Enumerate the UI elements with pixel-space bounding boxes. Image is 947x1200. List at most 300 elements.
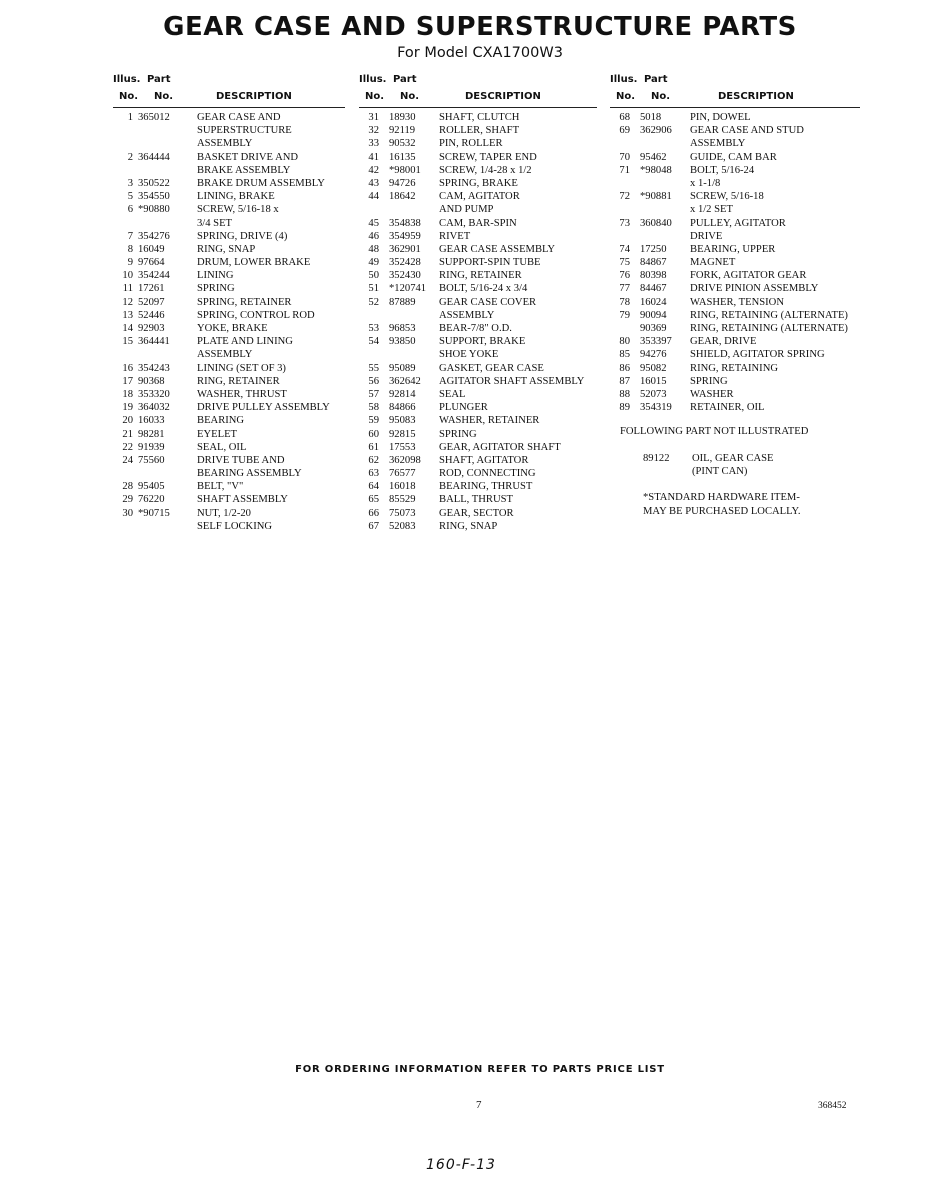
parts-row	[610, 203, 860, 216]
illus-number: 76	[619, 270, 630, 282]
model-subtitle: For Model CXA1700W3	[397, 45, 563, 61]
part-number: 365012	[138, 112, 170, 123]
parts-row	[113, 164, 345, 177]
parts-row	[610, 190, 860, 203]
handwritten-code: 160-F-13	[426, 1157, 496, 1173]
parts-row	[359, 493, 597, 506]
illus-number: 57	[368, 388, 379, 400]
part-description: SHAFT, AGITATOR	[439, 454, 529, 466]
part-number: 92903	[138, 323, 165, 334]
part-description: GEAR, AGITATOR SHAFT	[439, 441, 561, 453]
part-description: ROLLER, SHAFT	[439, 125, 520, 137]
part-description: PIN, DOWEL	[690, 112, 751, 123]
part-description: SUPERSTRUCTURE	[197, 125, 292, 137]
part-number: 353320	[138, 388, 170, 400]
part-description: SPRING, DRIVE (4)	[197, 230, 288, 242]
part-description: GEAR CASE AND	[197, 112, 281, 123]
part-number: 362098	[389, 454, 421, 466]
part-number: 16018	[389, 481, 416, 493]
illus-number: 79	[619, 309, 630, 321]
parts-row	[113, 269, 345, 282]
illus-number: 16	[122, 362, 133, 374]
header-illus: Illus.	[113, 74, 141, 85]
part-number: 17261	[138, 283, 165, 295]
parts-row	[610, 217, 860, 230]
illus-number: 63	[368, 468, 379, 480]
part-description: RING, RETAINING	[690, 362, 779, 374]
part-number: *90715	[138, 507, 170, 519]
part-description: SCREW, TAPER END	[439, 151, 537, 163]
parts-row	[359, 269, 597, 282]
parts-row	[359, 296, 597, 309]
illus-number: 77	[619, 283, 630, 295]
parts-row	[610, 348, 860, 361]
part-number: 52073	[640, 388, 667, 400]
parts-column-2	[359, 74, 597, 533]
parts-row	[113, 230, 345, 243]
illus-number: 15	[122, 336, 133, 348]
part-description: SEAL, OIL	[197, 441, 247, 453]
part-number: 352428	[389, 257, 421, 269]
header-illus-no: No.	[365, 91, 385, 102]
illus-number: 19	[122, 402, 133, 414]
illus-number: 41	[368, 151, 379, 163]
part-number: 97664	[138, 257, 165, 269]
part-number: 84467	[640, 283, 667, 295]
part-description: DRUM, LOWER BRAKE	[197, 257, 311, 269]
parts-row	[113, 414, 345, 427]
parts-row	[113, 520, 345, 533]
illus-number: 13	[122, 309, 133, 321]
parts-row	[359, 309, 597, 322]
illus-number: 12	[122, 296, 133, 308]
illus-number: 10	[122, 270, 133, 282]
part-number: 52097	[138, 296, 165, 308]
illus-number: 46	[368, 230, 379, 242]
parts-row	[359, 217, 597, 230]
part-number: 350522	[138, 177, 170, 189]
parts-row	[113, 507, 345, 520]
part-description: WASHER, THRUST	[197, 388, 287, 400]
parts-row	[359, 401, 597, 414]
illus-number: 71	[619, 164, 630, 176]
part-description: EYELET	[197, 428, 238, 440]
parts-row	[359, 137, 597, 150]
illus-number: 24	[122, 454, 133, 466]
illus-number: 22	[122, 441, 133, 453]
part-number: 16024	[640, 296, 667, 308]
illus-number: 5	[127, 191, 133, 203]
illus-number: 20	[122, 415, 133, 427]
part-number: 354244	[138, 270, 170, 282]
illus-number: 88	[619, 388, 630, 400]
parts-row	[113, 296, 345, 309]
part-description: CAM, AGITATOR	[439, 191, 520, 203]
part-description: DRIVE PINION ASSEMBLY	[690, 283, 819, 295]
illus-number: 55	[368, 362, 379, 374]
part-description: GEAR, DRIVE	[690, 336, 757, 348]
illus-number: 42	[368, 164, 379, 176]
illus-number: 33	[368, 138, 379, 150]
part-number: 360840	[640, 217, 672, 229]
part-number: 94726	[389, 177, 416, 189]
part-description: RING, SNAP	[197, 243, 256, 255]
part-number: 94276	[640, 349, 667, 361]
header-part-no: No.	[154, 91, 174, 102]
part-number: 354319	[640, 402, 672, 414]
part-number: 52083	[389, 520, 416, 532]
parts-row	[113, 493, 345, 506]
illus-number: 66	[368, 507, 379, 519]
part-description: RING, RETAINER	[197, 375, 280, 387]
part-description: SCREW, 5/16-18 x	[197, 204, 279, 216]
parts-row	[113, 151, 345, 164]
illus-number: 45	[368, 217, 379, 229]
parts-row	[113, 217, 345, 230]
part-number: 95082	[640, 362, 667, 374]
part-description: SPRING, RETAINER	[197, 296, 292, 308]
parts-row	[113, 137, 345, 150]
parts-rows	[359, 111, 597, 533]
part-description: RETAINER, OIL	[690, 402, 765, 414]
illus-number: 7	[127, 230, 133, 242]
part-description: GASKET, GEAR CASE	[439, 362, 544, 374]
document-number: 368452	[818, 1101, 847, 1111]
part-description: SELF LOCKING	[197, 520, 273, 532]
part-number: *98048	[640, 164, 672, 176]
part-description: LINING, BRAKE	[197, 191, 275, 203]
part-number: 16049	[138, 243, 165, 255]
part-number: 90369	[640, 323, 667, 334]
part-description: RIVET	[439, 230, 471, 242]
part-description: GEAR CASE AND STUD	[690, 125, 804, 137]
part-description: BELT, "V"	[197, 481, 244, 493]
illus-number: 70	[619, 151, 630, 163]
part-number: 76220	[138, 494, 165, 506]
part-number: 90368	[138, 375, 165, 387]
column-header	[610, 74, 860, 108]
parts-row	[113, 335, 345, 348]
parts-row	[359, 151, 597, 164]
illus-number: 78	[619, 296, 630, 308]
part-number: 52446	[138, 309, 165, 321]
part-number: 95083	[389, 415, 416, 427]
part-number: 95089	[389, 362, 416, 374]
part-description: PULLEY, AGITATOR	[690, 217, 786, 229]
parts-row	[359, 203, 597, 216]
parts-row	[359, 467, 597, 480]
header-description: DESCRIPTION	[465, 91, 541, 102]
part-description: BEARING, THRUST	[439, 481, 533, 493]
part-number: 364032	[138, 402, 170, 414]
illus-number: 8	[127, 243, 133, 255]
parts-row	[359, 454, 597, 467]
parts-row	[359, 177, 597, 190]
part-description: DRIVE PULLEY ASSEMBLY	[197, 402, 330, 414]
parts-row	[113, 467, 345, 480]
not-illustrated-description-2: (PINT CAN)	[692, 466, 748, 477]
part-number: 16033	[138, 415, 165, 427]
parts-row	[610, 296, 860, 309]
part-description: ASSEMBLY	[439, 309, 495, 321]
part-number: *98001	[389, 164, 421, 176]
illus-number: 75	[619, 257, 630, 269]
part-number: *90880	[138, 204, 170, 216]
part-number: 362642	[389, 375, 421, 387]
parts-row	[359, 322, 597, 335]
part-number: 87889	[389, 296, 416, 308]
part-number: 80398	[640, 270, 667, 282]
parts-row	[113, 348, 345, 361]
parts-row	[113, 111, 345, 124]
illus-number: 58	[368, 402, 379, 414]
illus-number: 61	[368, 441, 379, 453]
part-description: SCREW, 1/4-28 x 1/2	[439, 164, 532, 176]
part-description: SPRING	[197, 283, 235, 295]
part-number: 90094	[640, 309, 667, 321]
illus-number: 1	[127, 112, 133, 123]
part-description: BEARING, UPPER	[690, 243, 776, 255]
parts-row	[610, 309, 860, 322]
parts-row	[359, 480, 597, 493]
part-description: MAGNET	[690, 257, 736, 269]
parts-row	[359, 520, 597, 533]
illus-number: 62	[368, 454, 379, 466]
header-description: DESCRIPTION	[718, 91, 794, 102]
part-description: BASKET DRIVE AND	[197, 151, 299, 163]
parts-rows	[610, 111, 860, 414]
part-description: DRIVE TUBE AND	[197, 454, 285, 466]
illus-number: 67	[368, 520, 379, 532]
illus-number: 89	[619, 402, 630, 414]
illus-number: 14	[122, 323, 133, 334]
part-description: RING, RETAINING (ALTERNATE)	[690, 323, 848, 334]
parts-row	[610, 243, 860, 256]
part-number: 16015	[640, 375, 667, 387]
parts-rows	[113, 111, 345, 533]
part-description: SPRING	[690, 375, 728, 387]
part-number: 84866	[389, 402, 416, 414]
part-description: BEAR-7/8" O.D.	[439, 323, 512, 334]
illus-number: 56	[368, 375, 379, 387]
parts-row	[113, 177, 345, 190]
column-header	[359, 74, 597, 108]
parts-row	[113, 441, 345, 454]
parts-row	[359, 441, 597, 454]
illus-number: 17	[122, 375, 133, 387]
part-number: 354550	[138, 191, 170, 203]
parts-column-3	[610, 74, 860, 414]
illus-number: 49	[368, 257, 379, 269]
parts-row	[113, 362, 345, 375]
parts-row	[113, 480, 345, 493]
illus-number: 9	[127, 257, 133, 269]
part-number: 354959	[389, 230, 421, 242]
part-number: 5018	[640, 112, 662, 123]
ordering-info: FOR ORDERING INFORMATION REFER TO PARTS PRICE LIST	[295, 1064, 665, 1075]
part-description: GEAR, SECTOR	[439, 507, 514, 519]
part-description: SHOE YOKE	[439, 349, 499, 361]
parts-row	[610, 335, 860, 348]
part-number: 75560	[138, 454, 165, 466]
parts-row	[113, 401, 345, 414]
parts-row	[610, 269, 860, 282]
illus-number: 54	[368, 336, 379, 348]
illus-number: 48	[368, 243, 379, 255]
part-description: SHAFT, CLUTCH	[439, 112, 520, 123]
illus-number: 73	[619, 217, 630, 229]
illus-number: 6	[127, 204, 133, 216]
part-number: 364444	[138, 151, 170, 163]
part-description: AND PUMP	[439, 204, 494, 216]
part-number: 354276	[138, 230, 170, 242]
part-description: BEARING	[197, 415, 245, 427]
header-part: Part	[393, 74, 417, 85]
parts-row	[359, 375, 597, 388]
header-description: DESCRIPTION	[216, 91, 292, 102]
part-number: 76577	[389, 468, 416, 480]
part-number: 84867	[640, 257, 667, 269]
part-description: WASHER, RETAINER	[439, 415, 540, 427]
part-description: BEARING ASSEMBLY	[197, 468, 302, 480]
parts-row	[610, 388, 860, 401]
parts-row	[610, 401, 860, 414]
part-description: SPRING	[439, 428, 477, 440]
parts-row	[359, 282, 597, 295]
part-number: 352430	[389, 270, 421, 282]
parts-row	[610, 177, 860, 190]
parts-row	[610, 151, 860, 164]
part-description: LINING	[197, 270, 234, 282]
parts-row	[610, 375, 860, 388]
parts-row	[359, 111, 597, 124]
part-number: 98281	[138, 428, 165, 440]
part-number: 18930	[389, 112, 416, 123]
part-number: 17553	[389, 441, 416, 453]
parts-row	[610, 256, 860, 269]
parts-row	[610, 111, 860, 124]
illus-number: 72	[619, 191, 630, 203]
parts-row	[359, 428, 597, 441]
page-number: 7	[476, 1099, 482, 1111]
parts-row	[359, 256, 597, 269]
part-number: *120741	[389, 283, 427, 295]
illus-number: 29	[122, 494, 133, 506]
part-description: ASSEMBLY	[690, 138, 746, 150]
part-number: *90881	[640, 191, 672, 203]
header-illus-no: No.	[616, 91, 636, 102]
hardware-note-2: MAY BE PURCHASED LOCALLY.	[643, 506, 801, 517]
part-description: WASHER	[690, 388, 734, 400]
part-number: 364441	[138, 336, 170, 348]
header-illus: Illus.	[359, 74, 387, 85]
part-description: RING, SNAP	[439, 520, 498, 532]
part-description: PIN, ROLLER	[439, 138, 503, 150]
illus-number: 60	[368, 428, 379, 440]
part-description: PLUNGER	[439, 402, 488, 414]
part-number: 92815	[389, 428, 416, 440]
illus-number: 59	[368, 415, 379, 427]
part-number: 95405	[138, 481, 165, 493]
part-description: SHAFT ASSEMBLY	[197, 494, 288, 506]
illus-number: 68	[619, 112, 630, 123]
illus-number: 52	[368, 296, 379, 308]
part-description: FORK, AGITATOR GEAR	[690, 270, 807, 282]
part-description: 3/4 SET	[197, 217, 233, 229]
parts-row	[610, 124, 860, 137]
illus-number: 51	[368, 283, 379, 295]
parts-row	[359, 348, 597, 361]
part-description: SEAL	[439, 388, 466, 400]
part-description: YOKE, BRAKE	[197, 323, 268, 334]
part-number: 362906	[640, 125, 672, 137]
illus-number: 44	[368, 191, 379, 203]
parts-row	[610, 164, 860, 177]
illus-number: 85	[619, 349, 630, 361]
part-description: BALL, THRUST	[439, 494, 513, 506]
illus-number: 69	[619, 125, 630, 137]
part-description: BRAKE ASSEMBLY	[197, 164, 291, 176]
part-number: 95462	[640, 151, 667, 163]
part-number: 90532	[389, 138, 416, 150]
part-description: ASSEMBLY	[197, 349, 253, 361]
parts-row	[113, 388, 345, 401]
column-header	[113, 74, 345, 108]
part-description: ASSEMBLY	[197, 138, 253, 150]
illus-number: 2	[127, 151, 133, 163]
illus-number: 50	[368, 270, 379, 282]
part-description: BRAKE DRUM ASSEMBLY	[197, 177, 325, 189]
header-part-no: No.	[651, 91, 671, 102]
parts-row	[359, 164, 597, 177]
illus-number: 43	[368, 177, 379, 189]
part-number: 353397	[640, 336, 672, 348]
parts-row	[113, 203, 345, 216]
part-description: x 1/2 SET	[690, 204, 733, 216]
illus-number: 32	[368, 125, 379, 137]
parts-row	[113, 454, 345, 467]
hardware-note: *STANDARD HARDWARE ITEM-	[643, 492, 800, 503]
illus-number: 18	[122, 388, 133, 400]
illus-number: 74	[619, 243, 630, 255]
parts-row	[113, 309, 345, 322]
part-number: 16135	[389, 151, 416, 163]
part-description: BOLT, 5/16-24	[690, 164, 755, 176]
part-description: GUIDE, CAM BAR	[690, 151, 777, 163]
part-description: AGITATOR SHAFT ASSEMBLY	[439, 375, 585, 387]
part-description: SCREW, 5/16-18	[690, 191, 764, 203]
parts-row	[359, 362, 597, 375]
part-description: DRIVE	[690, 230, 723, 242]
parts-row	[610, 282, 860, 295]
part-number: 92119	[389, 125, 416, 137]
parts-row	[610, 362, 860, 375]
illus-number: 11	[122, 283, 133, 295]
part-description: SPRING, BRAKE	[439, 177, 518, 189]
illus-number: 65	[368, 494, 379, 506]
not-illustrated-description: OIL, GEAR CASE	[692, 453, 774, 464]
header-illus: Illus.	[610, 74, 638, 85]
part-number: 354838	[389, 217, 421, 229]
illus-number: 28	[122, 481, 133, 493]
header-illus-no: No.	[119, 91, 139, 102]
parts-row	[359, 230, 597, 243]
parts-row	[359, 124, 597, 137]
illus-number: 30	[122, 507, 133, 519]
part-number: 75073	[389, 507, 416, 519]
parts-row	[359, 507, 597, 520]
part-number: 17250	[640, 243, 667, 255]
